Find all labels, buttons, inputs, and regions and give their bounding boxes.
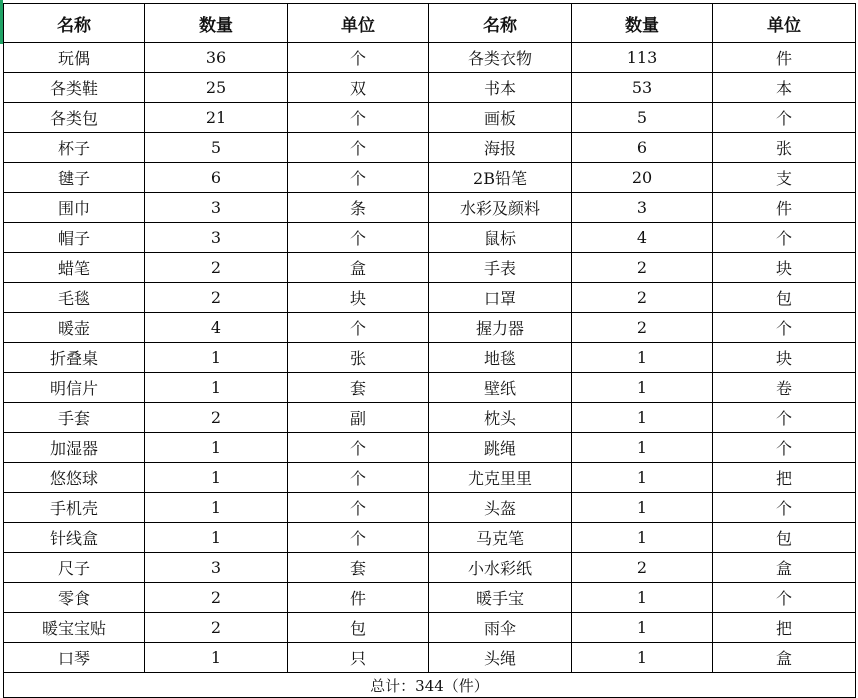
table-row (4, 103, 856, 133)
item-unit-right[interactable]: 件 (713, 43, 856, 73)
item-unit-left[interactable]: 套 (288, 553, 429, 583)
item-name-right[interactable]: 跳绳 (429, 433, 572, 463)
item-name-right[interactable]: 雨伞 (429, 613, 572, 643)
item-unit-left[interactable]: 个 (288, 103, 429, 133)
item-name-left[interactable]: 暖壶 (4, 313, 145, 343)
item-unit-left[interactable]: 个 (288, 493, 429, 523)
item-quantity-right[interactable]: 1 (572, 403, 713, 433)
item-name-left[interactable]: 毽子 (4, 163, 145, 193)
item-name-left[interactable]: 蜡笔 (4, 253, 145, 283)
item-quantity-right[interactable]: 20 (572, 163, 713, 193)
table-row (4, 643, 856, 673)
item-quantity-left[interactable]: 1 (145, 343, 288, 373)
item-quantity-left[interactable]: 2 (145, 283, 288, 313)
item-name-right[interactable]: 马克笔 (429, 523, 572, 553)
item-unit-left[interactable]: 个 (288, 313, 429, 343)
item-quantity-left[interactable]: 1 (145, 523, 288, 553)
item-unit-right[interactable]: 个 (713, 583, 856, 613)
item-quantity-right[interactable]: 1 (572, 463, 713, 493)
item-unit-left[interactable]: 套 (288, 373, 429, 403)
item-quantity-right[interactable]: 1 (572, 493, 713, 523)
item-quantity-left[interactable]: 3 (145, 193, 288, 223)
item-name-right[interactable]: 书本 (429, 73, 572, 103)
item-unit-right[interactable]: 支 (713, 163, 856, 193)
item-name-left[interactable]: 手机壳 (4, 493, 145, 523)
item-quantity-left[interactable]: 3 (145, 553, 288, 583)
total-cell[interactable]: 总计：344（件） (4, 673, 856, 698)
item-unit-right[interactable]: 盒 (713, 643, 856, 673)
item-quantity-right[interactable]: 1 (572, 523, 713, 553)
item-quantity-left[interactable]: 1 (145, 643, 288, 673)
item-quantity-left[interactable]: 5 (145, 133, 288, 163)
table-row (4, 403, 856, 433)
item-name-left[interactable]: 尺子 (4, 553, 145, 583)
item-name-right[interactable]: 地毯 (429, 343, 572, 373)
item-unit-left[interactable]: 张 (288, 343, 429, 373)
table-row (4, 163, 856, 193)
item-unit-left[interactable]: 副 (288, 403, 429, 433)
item-quantity-right[interactable]: 113 (572, 43, 713, 73)
item-name-right[interactable]: 头盔 (429, 493, 572, 523)
table-row (4, 193, 856, 223)
item-unit-right[interactable]: 把 (713, 463, 856, 493)
item-name-left[interactable]: 手套 (4, 403, 145, 433)
item-name-left[interactable]: 毛毯 (4, 283, 145, 313)
item-name-left[interactable]: 帽子 (4, 223, 145, 253)
item-quantity-right[interactable]: 2 (572, 553, 713, 583)
header-unit-right[interactable]: 单位 (713, 4, 856, 43)
item-unit-right[interactable]: 块 (713, 253, 856, 283)
item-unit-left[interactable]: 盒 (288, 253, 429, 283)
item-unit-right[interactable]: 件 (713, 193, 856, 223)
item-name-left[interactable]: 针线盒 (4, 523, 145, 553)
table-row (4, 73, 856, 103)
header-name-right[interactable]: 名称 (429, 4, 572, 43)
item-quantity-right[interactable]: 1 (572, 433, 713, 463)
item-quantity-right[interactable]: 1 (572, 373, 713, 403)
item-name-right[interactable]: 暖手宝 (429, 583, 572, 613)
item-name-left[interactable]: 暖宝宝贴 (4, 613, 145, 643)
header-row (4, 4, 856, 43)
item-quantity-left[interactable]: 25 (145, 73, 288, 103)
item-quantity-right[interactable]: 6 (572, 133, 713, 163)
item-quantity-left[interactable]: 36 (145, 43, 288, 73)
item-quantity-right[interactable]: 5 (572, 103, 713, 133)
item-quantity-right[interactable]: 1 (572, 583, 713, 613)
table-row (4, 613, 856, 643)
item-quantity-left[interactable]: 2 (145, 613, 288, 643)
item-unit-right[interactable]: 卷 (713, 373, 856, 403)
table-row (4, 133, 856, 163)
item-unit-right[interactable]: 张 (713, 133, 856, 163)
table-row (4, 463, 856, 493)
item-name-right[interactable]: 画板 (429, 103, 572, 133)
item-unit-right[interactable]: 个 (713, 433, 856, 463)
item-name-right[interactable]: 海报 (429, 133, 572, 163)
table-row (4, 253, 856, 283)
item-unit-right[interactable]: 个 (713, 493, 856, 523)
item-name-right[interactable]: 口罩 (429, 283, 572, 313)
item-unit-right[interactable]: 包 (713, 523, 856, 553)
item-name-left[interactable]: 悠悠球 (4, 463, 145, 493)
item-quantity-right[interactable]: 2 (572, 253, 713, 283)
table-row (4, 343, 856, 373)
item-quantity-right[interactable]: 1 (572, 613, 713, 643)
item-quantity-left[interactable]: 21 (145, 103, 288, 133)
item-unit-left[interactable]: 块 (288, 283, 429, 313)
item-quantity-right[interactable]: 1 (572, 643, 713, 673)
table-row (4, 583, 856, 613)
item-unit-left[interactable]: 个 (288, 223, 429, 253)
table-row (4, 283, 856, 313)
item-unit-right[interactable]: 个 (713, 103, 856, 133)
item-quantity-left[interactable]: 6 (145, 163, 288, 193)
item-name-right[interactable]: 枕头 (429, 403, 572, 433)
item-name-left[interactable]: 口琴 (4, 643, 145, 673)
table-row (4, 433, 856, 463)
item-unit-left[interactable]: 个 (288, 163, 429, 193)
item-quantity-right[interactable]: 2 (572, 313, 713, 343)
item-unit-left[interactable]: 只 (288, 643, 429, 673)
table-row (4, 313, 856, 343)
item-name-left[interactable]: 各类包 (4, 103, 145, 133)
item-quantity-right[interactable]: 2 (572, 283, 713, 313)
item-quantity-right[interactable]: 4 (572, 223, 713, 253)
table-row (4, 223, 856, 253)
item-name-right[interactable]: 握力器 (429, 313, 572, 343)
item-unit-left[interactable]: 条 (288, 193, 429, 223)
item-unit-left[interactable]: 双 (288, 73, 429, 103)
item-unit-right[interactable]: 个 (713, 313, 856, 343)
item-quantity-left[interactable]: 2 (145, 253, 288, 283)
item-quantity-left[interactable]: 4 (145, 313, 288, 343)
item-name-left[interactable]: 明信片 (4, 373, 145, 403)
item-unit-left[interactable]: 个 (288, 523, 429, 553)
item-name-right[interactable]: 手表 (429, 253, 572, 283)
item-quantity-left[interactable]: 2 (145, 403, 288, 433)
header-quantity-left[interactable]: 数量 (145, 4, 288, 43)
item-name-left[interactable]: 杯子 (4, 133, 145, 163)
item-name-left[interactable]: 玩偶 (4, 43, 145, 73)
table-row (4, 523, 856, 553)
item-unit-right[interactable]: 本 (713, 73, 856, 103)
item-unit-left[interactable]: 个 (288, 133, 429, 163)
item-unit-left[interactable]: 件 (288, 583, 429, 613)
table-row (4, 43, 856, 73)
item-unit-right[interactable]: 个 (713, 403, 856, 433)
table-body (4, 43, 856, 673)
item-quantity-left[interactable]: 1 (145, 493, 288, 523)
item-quantity-left[interactable]: 1 (145, 373, 288, 403)
item-name-right[interactable]: 壁纸 (429, 373, 572, 403)
item-unit-left[interactable]: 个 (288, 43, 429, 73)
item-quantity-right[interactable]: 1 (572, 343, 713, 373)
header-unit-left[interactable]: 单位 (288, 4, 429, 43)
item-name-right[interactable]: 小水彩纸 (429, 553, 572, 583)
header-quantity-right[interactable]: 数量 (572, 4, 713, 43)
item-name-right[interactable]: 水彩及颜料 (429, 193, 572, 223)
item-unit-right[interactable]: 块 (713, 343, 856, 373)
item-quantity-right[interactable]: 53 (572, 73, 713, 103)
item-unit-right[interactable]: 个 (713, 223, 856, 253)
item-quantity-right[interactable]: 3 (572, 193, 713, 223)
item-name-right[interactable]: 头绳 (429, 643, 572, 673)
item-quantity-left[interactable]: 1 (145, 463, 288, 493)
item-unit-left[interactable]: 个 (288, 433, 429, 463)
table-row (4, 553, 856, 583)
item-name-left[interactable]: 加湿器 (4, 433, 145, 463)
item-name-right[interactable]: 2B铅笔 (429, 163, 572, 193)
item-name-right[interactable]: 鼠标 (429, 223, 572, 253)
item-quantity-left[interactable]: 1 (145, 433, 288, 463)
item-quantity-left[interactable]: 3 (145, 223, 288, 253)
total-row (4, 673, 856, 698)
item-unit-left[interactable]: 包 (288, 613, 429, 643)
table-row (4, 373, 856, 403)
item-unit-right[interactable]: 盒 (713, 553, 856, 583)
item-unit-right[interactable]: 把 (713, 613, 856, 643)
donation-items-table (3, 3, 856, 698)
item-name-left[interactable]: 各类鞋 (4, 73, 145, 103)
item-unit-left[interactable]: 个 (288, 463, 429, 493)
table-row (4, 493, 856, 523)
header-name-left[interactable]: 名称 (4, 4, 145, 43)
item-quantity-left[interactable]: 2 (145, 583, 288, 613)
item-unit-right[interactable]: 包 (713, 283, 856, 313)
item-name-right[interactable]: 各类衣物 (429, 43, 572, 73)
item-name-left[interactable]: 折叠桌 (4, 343, 145, 373)
item-name-left[interactable]: 围巾 (4, 193, 145, 223)
item-name-left[interactable]: 零食 (4, 583, 145, 613)
item-name-right[interactable]: 尤克里里 (429, 463, 572, 493)
